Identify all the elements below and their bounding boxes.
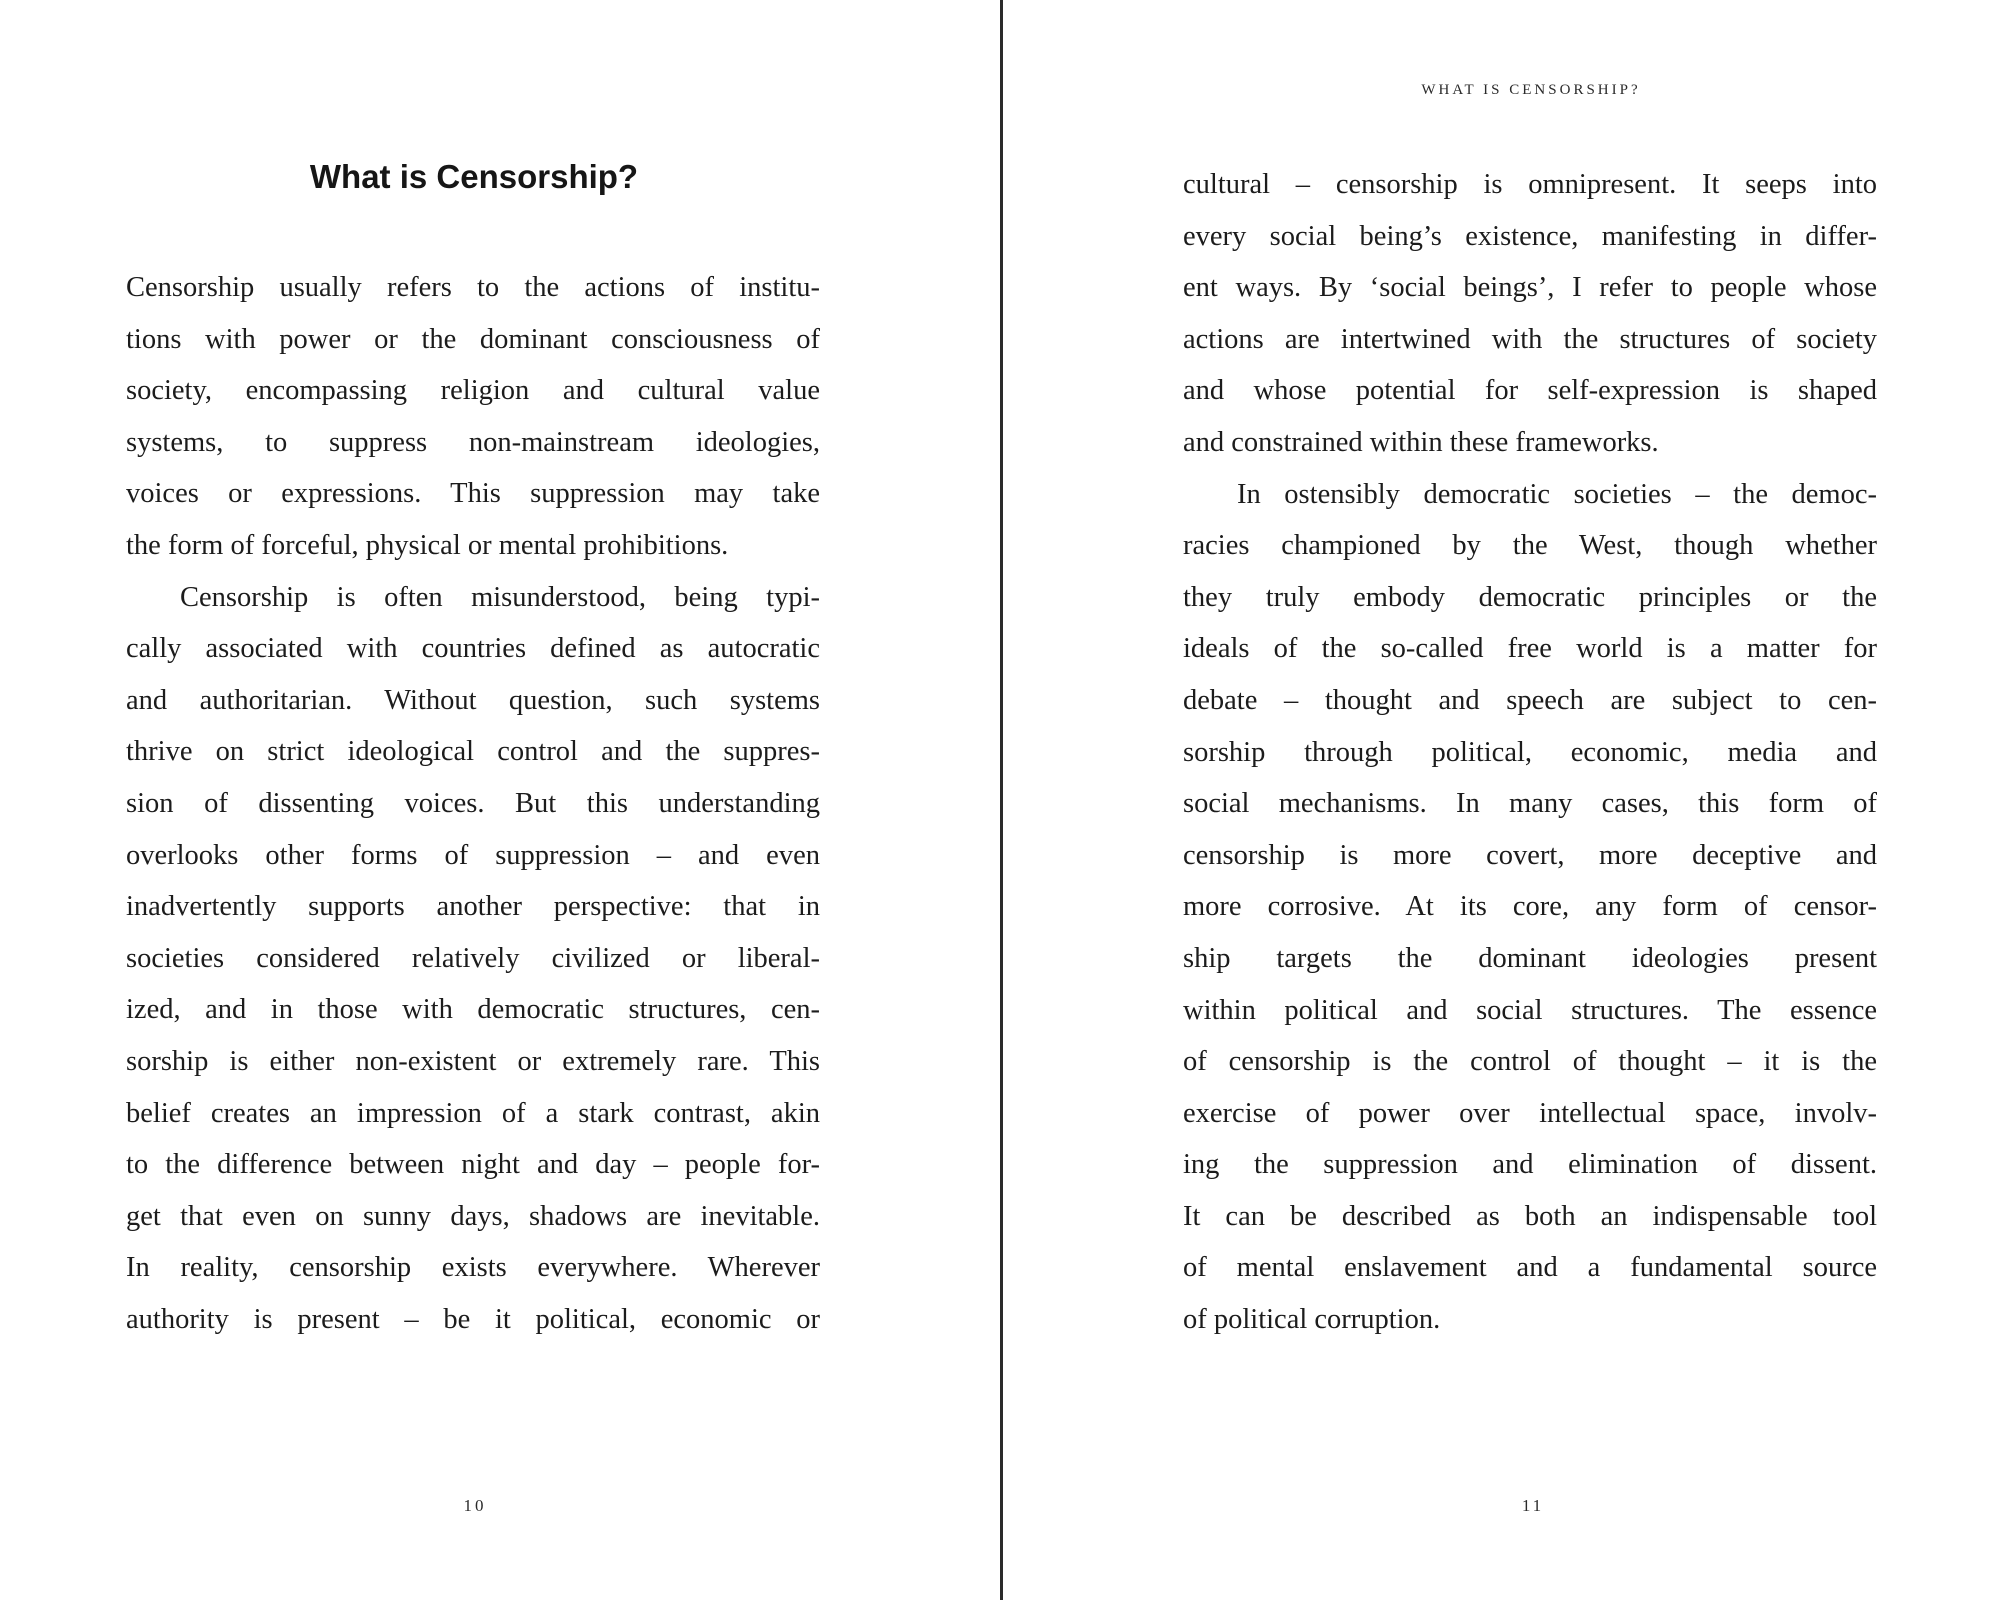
body-line: It can be described as both an indispensable tool bbox=[1183, 1200, 1877, 1232]
body-line: actions are intertwined with the structures of society bbox=[1183, 323, 1877, 355]
body-line: of censorship is the control of thought – it is the bbox=[1183, 1046, 1877, 1078]
body-line: exercise of power over intellectual space, involv- bbox=[1183, 1097, 1877, 1129]
body-line: voices or expressions. This suppression may take bbox=[126, 478, 820, 510]
body-line: get that even on sunny days, shadows are inevitable. bbox=[126, 1200, 820, 1232]
body-line: tions with power or the dominant consciousness of bbox=[126, 323, 820, 355]
body-line: systems, to suppress non-mainstream ideologies, bbox=[126, 426, 820, 458]
page-number-left: 10 bbox=[463, 1496, 487, 1515]
body-line: In ostensibly democratic societies – the democ- bbox=[1237, 478, 1877, 510]
body-line: cally associated with countries defined as autocratic bbox=[126, 633, 820, 665]
body-line: within political and social structures. The essence bbox=[1183, 994, 1877, 1026]
body-line: ent ways. By ‘social beings’, I refer to people whose bbox=[1183, 272, 1877, 304]
body-line: overlooks other forms of suppression – and even bbox=[126, 839, 820, 871]
body-line: Censorship usually refers to the actions of institu- bbox=[126, 272, 820, 303]
body-line: societies considered relatively civilized or liberal- bbox=[126, 942, 820, 974]
body-line: belief creates an impression of a stark contrast, akin bbox=[126, 1097, 820, 1129]
body-line: of mental enslavement and a fundamental source bbox=[1183, 1252, 1877, 1284]
body-line: of political corruption. bbox=[1183, 1304, 1441, 1336]
body-line: racies championed by the West, though whether bbox=[1183, 530, 1877, 562]
body-line: society, encompassing religion and cultural value bbox=[126, 375, 820, 407]
chapter-title: What is Censorship? bbox=[309, 158, 639, 195]
page-number-right: 11 bbox=[1521, 1496, 1545, 1515]
body-line: authority is present – be it political, economic or bbox=[126, 1303, 820, 1335]
body-line: ized, and in those with democratic structures, cen- bbox=[126, 994, 820, 1026]
body-line: sorship through political, economic, media and bbox=[1183, 736, 1877, 768]
body-line: ing the suppression and elimination of dissent. bbox=[1183, 1149, 1877, 1181]
body-line: inadvertently supports another perspective: that in bbox=[126, 891, 820, 923]
body-line: they truly embody democratic principles or the bbox=[1183, 581, 1877, 613]
body-line: social mechanisms. In many cases, this form of bbox=[1183, 788, 1877, 820]
right-page bbox=[1000, 0, 2000, 1600]
body-line: the form of forceful, physical or mental prohibitions. bbox=[126, 529, 729, 561]
body-line: and constrained within these frameworks. bbox=[1183, 426, 1659, 458]
body-line: every social being’s existence, manifesting in differ- bbox=[1183, 220, 1877, 252]
body-line: ship targets the dominant ideologies present bbox=[1183, 942, 1877, 974]
body-line: sion of dissenting voices. But this understanding bbox=[126, 787, 820, 819]
body-line: Censorship is often misunderstood, being typi- bbox=[180, 581, 820, 613]
body-line: thrive on strict ideological control and the suppres- bbox=[126, 736, 820, 768]
right-body-text bbox=[1183, 159, 1877, 1346]
body-line: debate – thought and speech are subject to cen- bbox=[1183, 684, 1877, 716]
body-line: and authoritarian. Without question, such systems bbox=[126, 684, 820, 716]
body-line: sorship is either non-existent or extremely rare. This bbox=[126, 1045, 820, 1077]
running-head: WHAT IS CENSORSHIP? bbox=[1421, 82, 1641, 98]
body-line: to the difference between night and day – people for- bbox=[126, 1149, 820, 1181]
body-line: and whose potential for self-expression is shaped bbox=[1183, 375, 1877, 407]
body-line: cultural – censorship is omnipresent. It seeps into bbox=[1183, 169, 1877, 200]
body-line: censorship is more covert, more deceptive and bbox=[1183, 839, 1877, 871]
left-body-text bbox=[126, 262, 820, 1345]
body-line: more corrosive. At its core, any form of censor- bbox=[1183, 891, 1877, 923]
body-line: ideals of the so-called free world is a matter for bbox=[1183, 633, 1877, 665]
body-line: In reality, censorship exists everywhere. Wherever bbox=[126, 1252, 820, 1284]
